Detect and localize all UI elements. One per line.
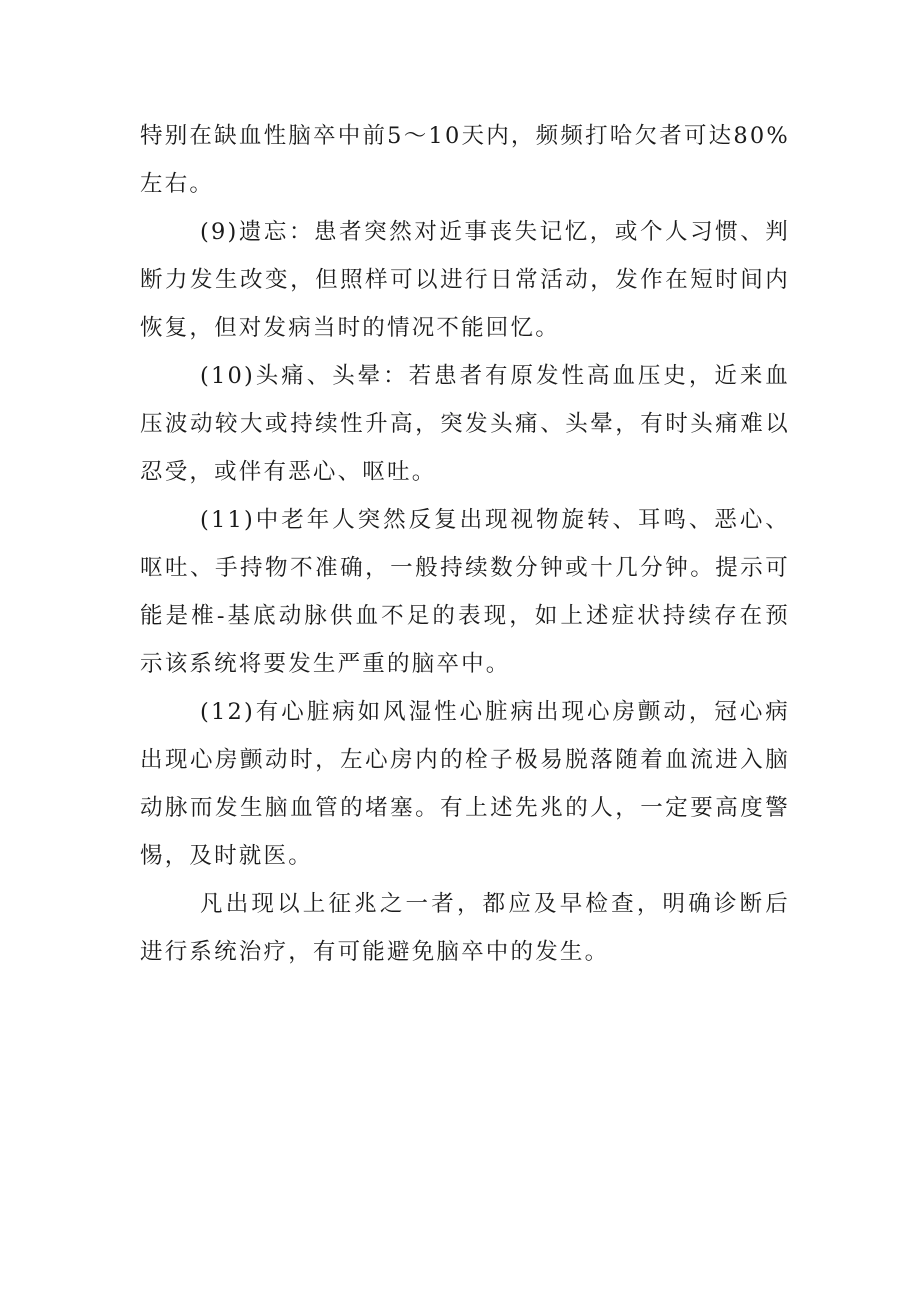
- paragraph-conclusion: 凡出现以上征兆之一者，都应及早检查，明确诊断后进行系统治疗，有可能避免脑卒中的发生。: [140, 891, 790, 965]
- paragraph-item-12-atrial-fibrillation: (12)有心脏病如风湿性心脏病出现心房颤动，冠心病出现心房颤动时，左心房内的栓子极易脱落随着血流进入脑动脉而发生脑血管的堵塞。有上述先兆的人，一定要高度警惕，及时就医。: [140, 699, 790, 869]
- document-page: [140, 112, 790, 976]
- paragraph-item-9-amnesia: (9)遗忘：患者突然对近事丧失记忆，或个人习惯、判断力发生改变，但照样可以进行日常活动，发作在短时间内恢复，但对发病当时的情况不能回忆。: [140, 219, 790, 341]
- paragraph-continuation: 特别在缺血性脑卒中前5～10天内，频频打哈欠者可达80%左右。: [140, 123, 790, 197]
- paragraph-item-11-vertigo: (11)中老年人突然反复出现视物旋转、耳鸣、恶心、呕吐、手持物不准确，一般持续数分钟或十几分钟。提示可能是椎-基底动脉供血不足的表现，如上述症状持续存在预示该系统将要发生严重的脑卒中。: [140, 507, 790, 677]
- paragraph-item-10-headache-dizziness: (10)头痛、头晕：若患者有原发性高血压史，近来血压波动较大或持续性升高，突发头痛、头晕，有时头痛难以忍受，或伴有恶心、呕吐。: [140, 363, 790, 485]
